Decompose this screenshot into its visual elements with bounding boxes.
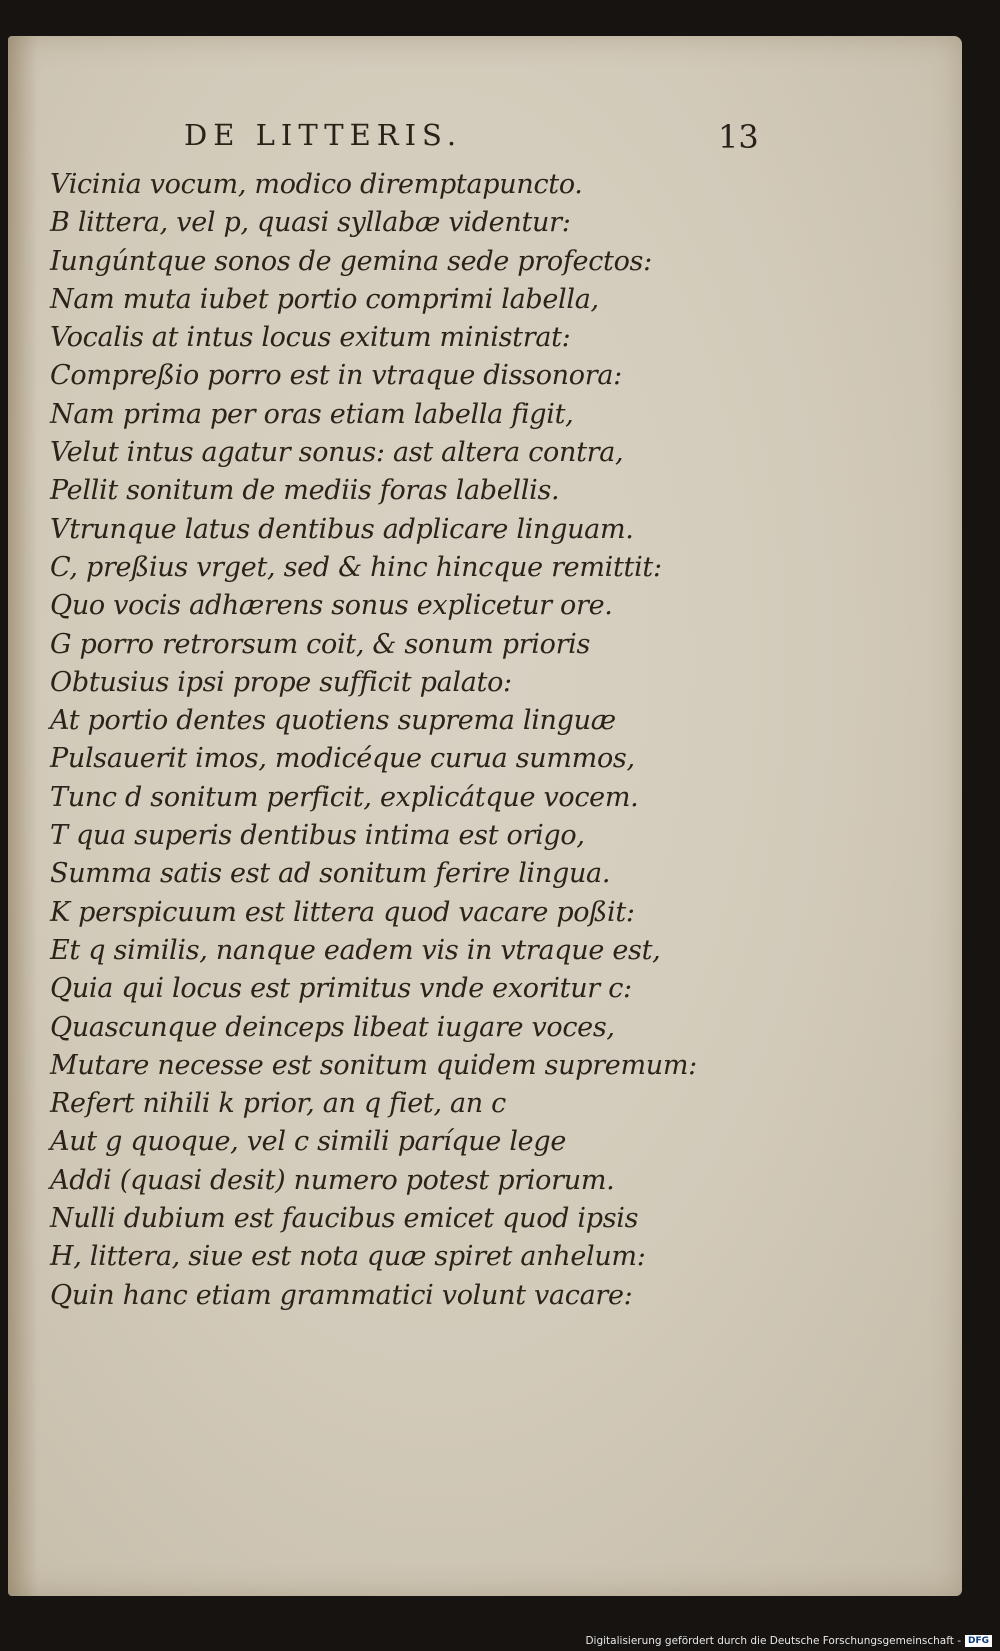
verse-line: At portio dentes quotiens suprema linguæ — [50, 705, 616, 737]
verse-line: Summa satis est ad sonitum ferire lingua. — [50, 858, 611, 890]
running-head: DE LITTERIS. — [184, 118, 463, 152]
verse-line: Obtusius ipsi prope sufficit palato: — [50, 666, 512, 698]
dfg-logo: DFG — [965, 1635, 992, 1647]
verse-line: Iungúntque sonos de gemina sede profectos: — [50, 245, 652, 277]
verse-line: Quin hanc etiam grammatici volunt vacare: — [50, 1279, 633, 1311]
verse-line: T qua superis dentibus intima est origo, — [50, 820, 585, 852]
verse-line: C, preßius vrget, sed & hinc hincque remittit: — [50, 551, 662, 583]
page-number: 13 — [718, 118, 759, 156]
verse-line: Et q similis, nanque eadem vis in vtraque est, — [50, 934, 661, 966]
verse-line: G porro retrorsum coit, & sonum prioris — [50, 628, 591, 660]
verse-line: Velut intus agatur sonus: ast altera contra, — [50, 437, 624, 469]
verse-line: B littera, vel p, quasi syllabæ videntur: — [50, 207, 571, 239]
verse-line: Nam muta iubet portio comprimi labella, — [50, 283, 599, 315]
verse-line: Quia qui locus est primitus vnde exoritur c: — [50, 973, 632, 1005]
credit-text: Digitalisierung gefördert durch die Deutsche Forschungsgemeinschaft - — [585, 1635, 961, 1647]
verse-line: K perspicuum est littera quod vacare poßit: — [50, 896, 635, 928]
verse-line: Tunc d sonitum perficit, explicátque vocem. — [50, 781, 639, 813]
verse-line: Pulsauerit imos, modicéque curua summos, — [50, 743, 635, 775]
verse-line: Quo vocis adhærens sonus explicetur ore. — [50, 590, 613, 622]
verse-line: Pellit sonitum de mediis foras labellis. — [50, 475, 560, 507]
verse-line: Mutare necesse est sonitum quidem supremum: — [50, 1049, 697, 1081]
verse-line: Refert nihili k prior, an q fiet, an c — [50, 1088, 506, 1120]
verse-line: Quascunque deinceps libeat iugare voces, — [50, 1011, 615, 1043]
verse-text — [50, 166, 930, 1315]
verse-line: Vtrunque latus dentibus adplicare linguam. — [50, 513, 634, 545]
verse-line: H, littera, siue est nota quæ spiret anhelum: — [50, 1241, 646, 1273]
verse-line: Nulli dubium est faucibus emicet quod ipsis — [50, 1203, 639, 1235]
digitization-credit — [585, 1635, 992, 1647]
page-gutter-shadow — [8, 36, 38, 1596]
verse-line: Compreßio porro est in vtraque dissonora: — [50, 360, 622, 392]
verse-line: Vocalis at intus locus exitum ministrat: — [50, 322, 571, 354]
verse-line: Nam prima per oras etiam labella figit, — [50, 398, 574, 430]
verse-line: Vicinia vocum, modico diremptapuncto. — [50, 169, 583, 200]
verse-line: Addi (quasi desit) numero potest priorum. — [50, 1164, 615, 1196]
verse-line: Aut g quoque, vel c simili paríque lege — [50, 1126, 567, 1158]
